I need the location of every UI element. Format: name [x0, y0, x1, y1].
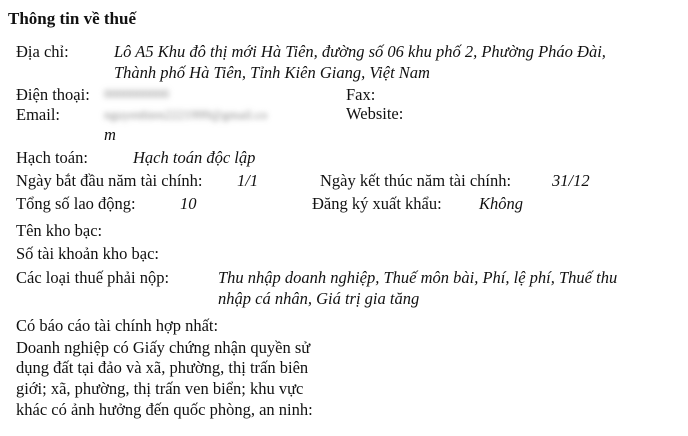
export-reg-value: Không	[479, 194, 524, 213]
border-cert-line-4: khác có ảnh hưởng đến quốc phòng, an ninh:	[16, 400, 313, 419]
border-cert-line-2: dụng đất tại đảo và xã, phường, thị trấn biên	[16, 358, 309, 377]
consolidated-label: Có báo cáo tài chính hợp nhất:	[16, 316, 219, 335]
address-line-1: Lô A5 Khu đô thị mới Hà Tiên, đường số 06 khu phố 2, Phường Pháo Đài,	[114, 42, 606, 61]
accounting-value: Hạch toán độc lập	[133, 148, 256, 167]
email-value-wrap: m	[104, 125, 116, 144]
fax-label: Fax:	[346, 85, 376, 104]
tax-types-line-2: nhập cá nhân, Giá trị gia tăng	[218, 289, 420, 308]
website-label: Website:	[346, 104, 404, 123]
email-value-redacted: nguyenhien2221999@gmail.co	[104, 107, 268, 122]
fiscal-start-value: 1/1	[237, 171, 259, 190]
border-cert-line-1: Doanh nghiệp có Giấy chứng nhận quyền sử	[16, 338, 311, 357]
section-title: Thông tin về thuế	[8, 9, 136, 28]
fiscal-end-label: Ngày kết thúc năm tài chính:	[320, 171, 512, 190]
border-cert-line-3: giới; xã, phường, thị trấn ven biển; khu vực	[16, 379, 304, 398]
fiscal-end-value: 31/12	[552, 171, 590, 190]
address-line-2: Thành phố Hà Tiên, Tỉnh Kiên Giang, Việt Nam	[114, 63, 430, 82]
treasury-name-label: Tên kho bạc:	[16, 221, 103, 240]
treasury-account-label: Số tài khoản kho bạc:	[16, 244, 159, 263]
address-label: Địa chỉ:	[16, 42, 69, 61]
employees-value: 10	[180, 194, 197, 213]
phone-label: Điện thoại:	[16, 85, 90, 104]
email-label: Email:	[16, 105, 60, 124]
export-reg-label: Đăng ký xuất khẩu:	[312, 194, 442, 213]
phone-value-redacted: 0000000000	[104, 86, 169, 101]
employees-label: Tổng số lao động:	[16, 194, 136, 213]
fiscal-start-label: Ngày bắt đầu năm tài chính:	[16, 171, 203, 190]
accounting-label: Hạch toán:	[16, 148, 88, 167]
tax-types-label: Các loại thuế phải nộp:	[16, 268, 170, 287]
tax-types-line-1: Thu nhập doanh nghiệp, Thuế môn bài, Phí, lệ phí, Thuế thu	[218, 268, 618, 287]
